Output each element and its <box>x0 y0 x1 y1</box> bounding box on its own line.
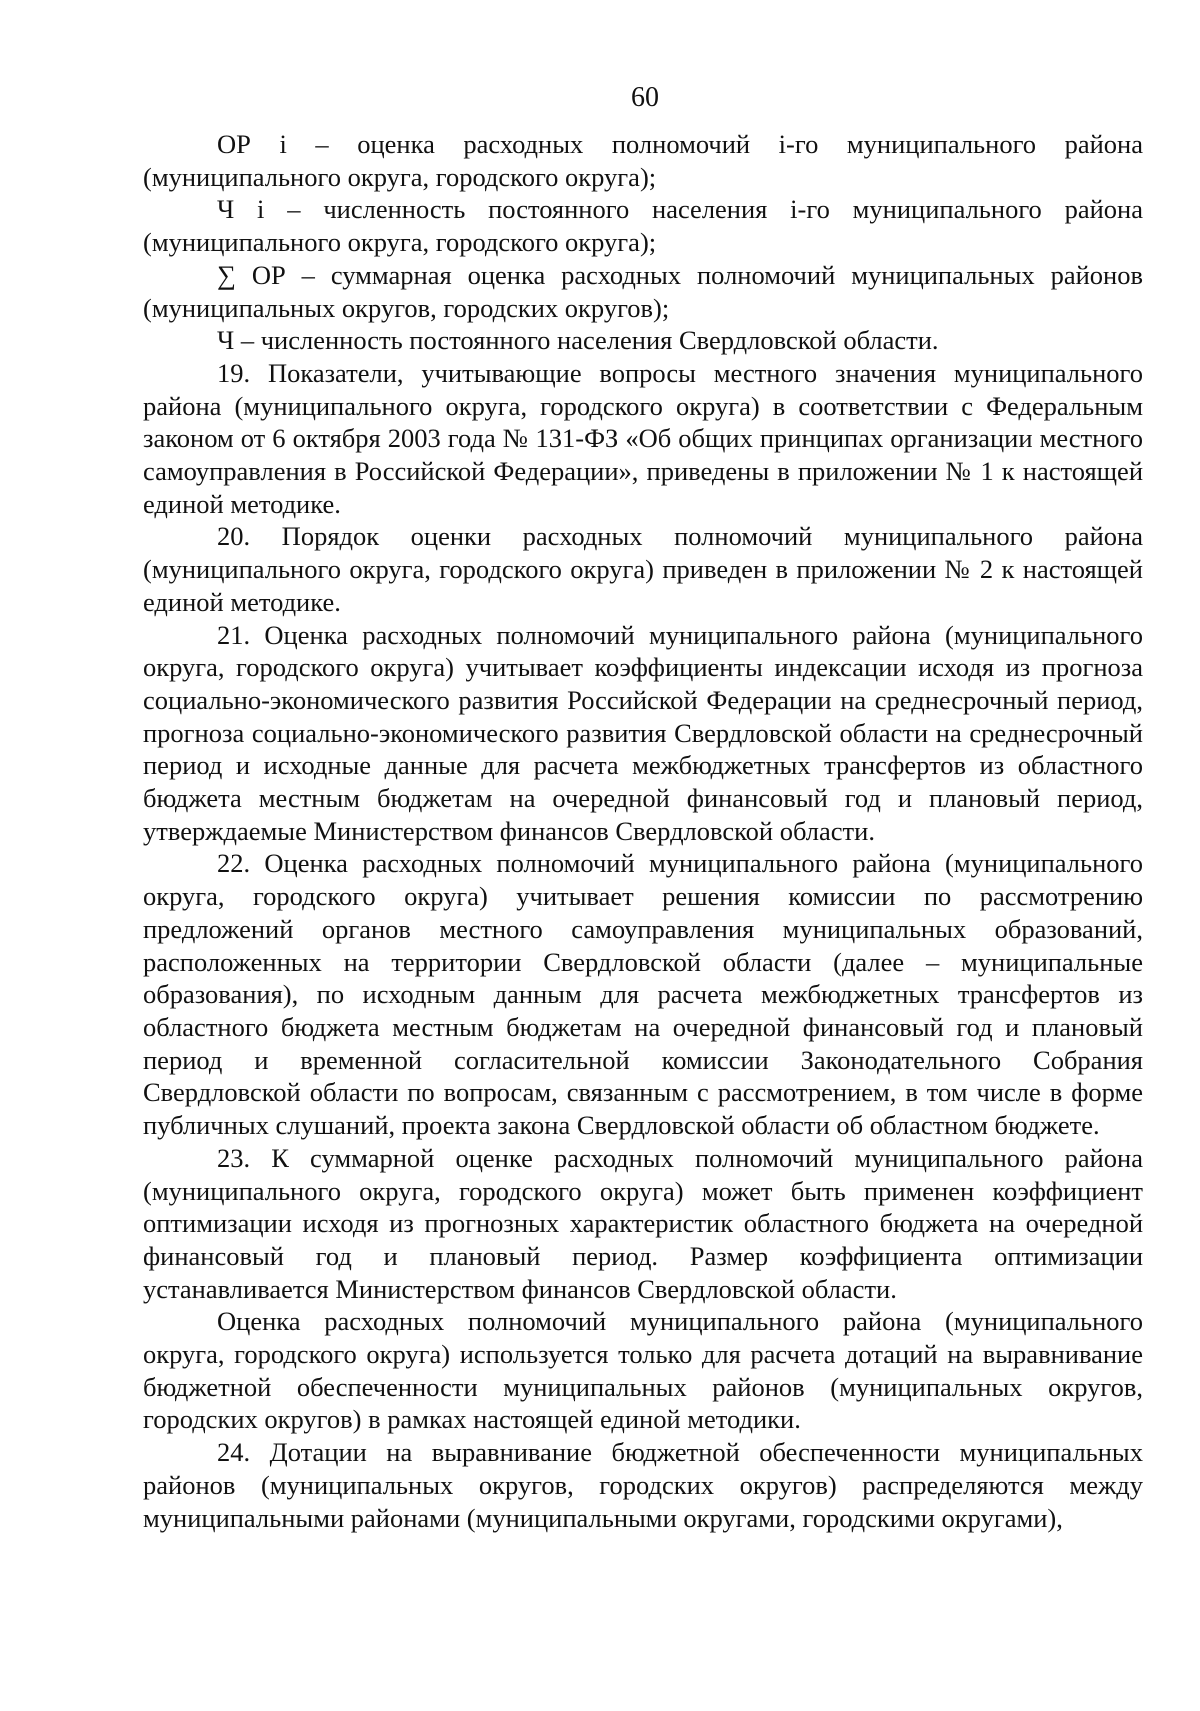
clause-22: 22. Оценка расходных полномочий муниципального района (муниципального округа, городского округа) учитывает решения комиссии по рассмотрению предложений органов местного самоуправления муниципальных образований, расположенных на территории Свердловской области (далее – муниципальные образования), по исходным данным для расчета межбюджетных трансфертов из областного бюджета местным бюджетам на очередной финансовый год и плановый период и временной согласительной комиссии Законодательного Собрания Свердловской области по вопросам, связанным с рассмотрением, в том числе в форме публичных слушаний, проекта закона Свердловской области об областном бюджете. <box>143 848 1143 1141</box>
clause-21: 21. Оценка расходных полномочий муниципального района (муниципального округа, городского округа) учитывает коэффициенты индексации исходя из прогноза социально-экономического развития Российской Федерации на среднесрочный период, прогноза социально-экономического развития Свердловской области на среднесрочный период и исходные данные для расчета межбюджетных трансфертов из областного бюджета местным бюджетам на очередной финансовый год и плановый период, утверждаемые Министерством финансов Свердловской области. <box>143 619 1143 846</box>
clause-20: 20. Порядок оценки расходных полномочий муниципального района (муниципального округа, городского округа) приведен в приложении № 2 к настоящей единой методике. <box>143 521 1143 617</box>
clause-24: 24. Дотации на выравнивание бюджетной обеспеченности муниципальных районов (муниципальных округов, городских округов) распределяются между муниципальными районами (муниципальными округами, городскими округами), <box>143 1437 1143 1533</box>
page-number: 60 <box>631 82 659 113</box>
clause-23: 23. К суммарной оценке расходных полномочий муниципального района (муниципального округа, городского округа) может быть применен коэффициент оптимизации исходя из прогнозных характеристик областного бюджета на очередной финансовый год и плановый период. Размер коэффициента оптимизации устанавливается Министерством финансов Свердловской области. <box>143 1142 1143 1304</box>
document-body <box>143 128 1143 1534</box>
definition-chi: Ч i – численность постоянного населения i-го муниципального района (муниципального округа, городского округа); <box>143 194 1143 258</box>
definition-opi: ОР i – оценка расходных полномочий i-го муниципального района (муниципального округа, городского округа); <box>143 129 1143 192</box>
clause-19: 19. Показатели, учитывающие вопросы местного значения муниципального района (муниципального округа, городского округа) в соответствии с Федеральным законом от 6 октября 2003 года № 131-ФЗ «Об общих принципах организации местного самоуправления в Российской Федерации», приведены в приложении № 1 к настоящей единой методике. <box>143 357 1143 519</box>
definition-ch: Ч – численность постоянного населения Свердловской области. <box>217 325 939 356</box>
clause-23-note: Оценка расходных полномочий муниципального района (муниципального округа, городского округа) используется только для расчета дотаций на выравнивание бюджетной обеспеченности муниципальных районов (муниципальных округов, городских округов) в рамках настоящей единой методики. <box>143 1306 1143 1435</box>
definition-sum-op: ∑ ОР – суммарная оценка расходных полномочий муниципальных районов (муниципальных округов, городских округов); <box>143 259 1143 323</box>
